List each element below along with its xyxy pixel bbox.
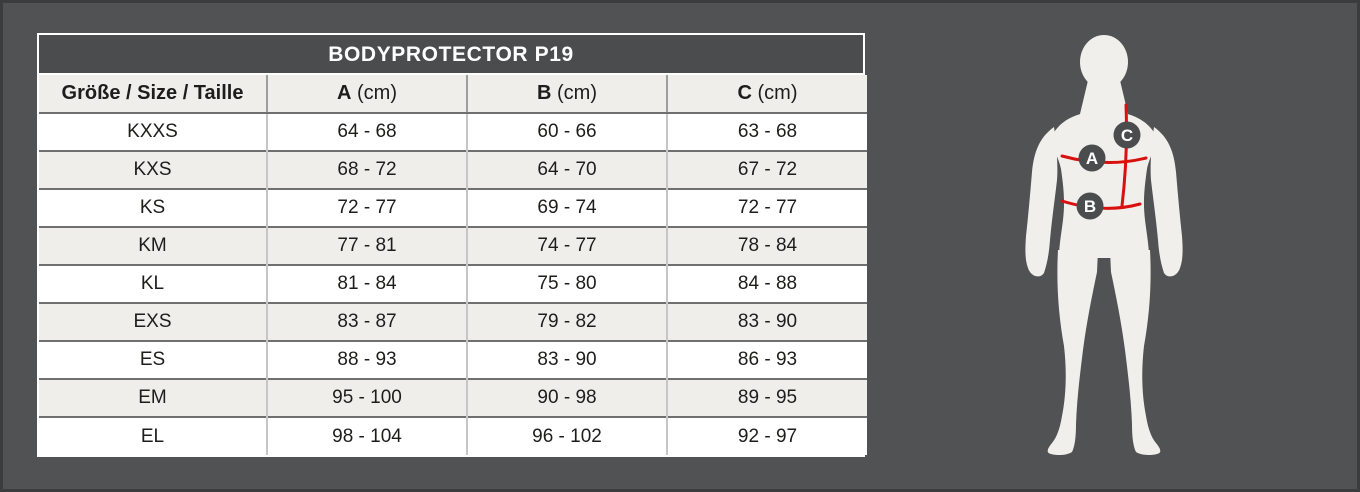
size-cell: ES [39,341,267,379]
table-row [39,417,867,455]
measure-c-cell: 63 - 68 [667,113,867,151]
body-measurement-figure [1016,20,1216,470]
measure-a-cell: 98 - 104 [267,417,467,455]
measure-c-cell: 67 - 72 [667,151,867,189]
col-header-size: Größe / Size / Taille [39,75,267,113]
measure-c-cell: 78 - 84 [667,227,867,265]
figure-left-arm [1025,127,1057,276]
size-table [37,33,865,457]
measure-c-cell: 86 - 93 [667,341,867,379]
measure-b-cell: 79 - 82 [467,303,667,341]
table-row [39,227,867,265]
badge-label-a: A [1085,149,1099,168]
table-row [39,151,867,189]
measure-c-cell: 92 - 97 [667,417,867,455]
measure-a-cell: 77 - 81 [267,227,467,265]
measure-a-cell: 64 - 68 [267,113,467,151]
measure-b-cell: 69 - 74 [467,189,667,227]
measure-c-cell: 83 - 90 [667,303,867,341]
size-cell: KM [39,227,267,265]
measure-c-cell: 84 - 88 [667,265,867,303]
col-header-c: C (cm) [667,75,867,113]
measure-a-cell: 72 - 77 [267,189,467,227]
measure-a-cell: 81 - 84 [267,265,467,303]
measure-a-cell: 88 - 93 [267,341,467,379]
measure-c-cell: 72 - 77 [667,189,867,227]
badge-label-c: C [1120,126,1134,145]
size-cell: EL [39,417,267,455]
header-row [39,75,867,113]
col-header-a: A (cm) [267,75,467,113]
size-cell: EM [39,379,267,417]
body-silhouette [1025,35,1182,455]
figure-right-leg [1110,250,1160,455]
size-cell: KS [39,189,267,227]
size-chart-table [39,75,867,455]
figure-right-arm [1151,127,1183,276]
table-title: BODYPROTECTOR P19 [39,35,863,75]
measure-a-cell: 83 - 87 [267,303,467,341]
measure-a-cell: 95 - 100 [267,379,467,417]
measure-b-cell: 75 - 80 [467,265,667,303]
col-header-b: B (cm) [467,75,667,113]
measure-a-cell: 68 - 72 [267,151,467,189]
measure-b-cell: 64 - 70 [467,151,667,189]
size-cell: KL [39,265,267,303]
figure-torso [1050,111,1158,258]
table-row [39,341,867,379]
size-cell: KXS [39,151,267,189]
table-row [39,265,867,303]
measure-c-cell: 89 - 95 [667,379,867,417]
measure-b-cell: 83 - 90 [467,341,667,379]
badge-label-b: B [1083,197,1097,216]
measure-b-cell: 60 - 66 [467,113,667,151]
size-cell: EXS [39,303,267,341]
table-row [39,379,867,417]
measure-b-cell: 96 - 102 [467,417,667,455]
figure-left-leg [1048,250,1098,455]
table-row [39,303,867,341]
table-row [39,189,867,227]
measure-b-cell: 90 - 98 [467,379,667,417]
table-row [39,113,867,151]
measure-b-cell: 74 - 77 [467,227,667,265]
size-cell: KXXS [39,113,267,151]
